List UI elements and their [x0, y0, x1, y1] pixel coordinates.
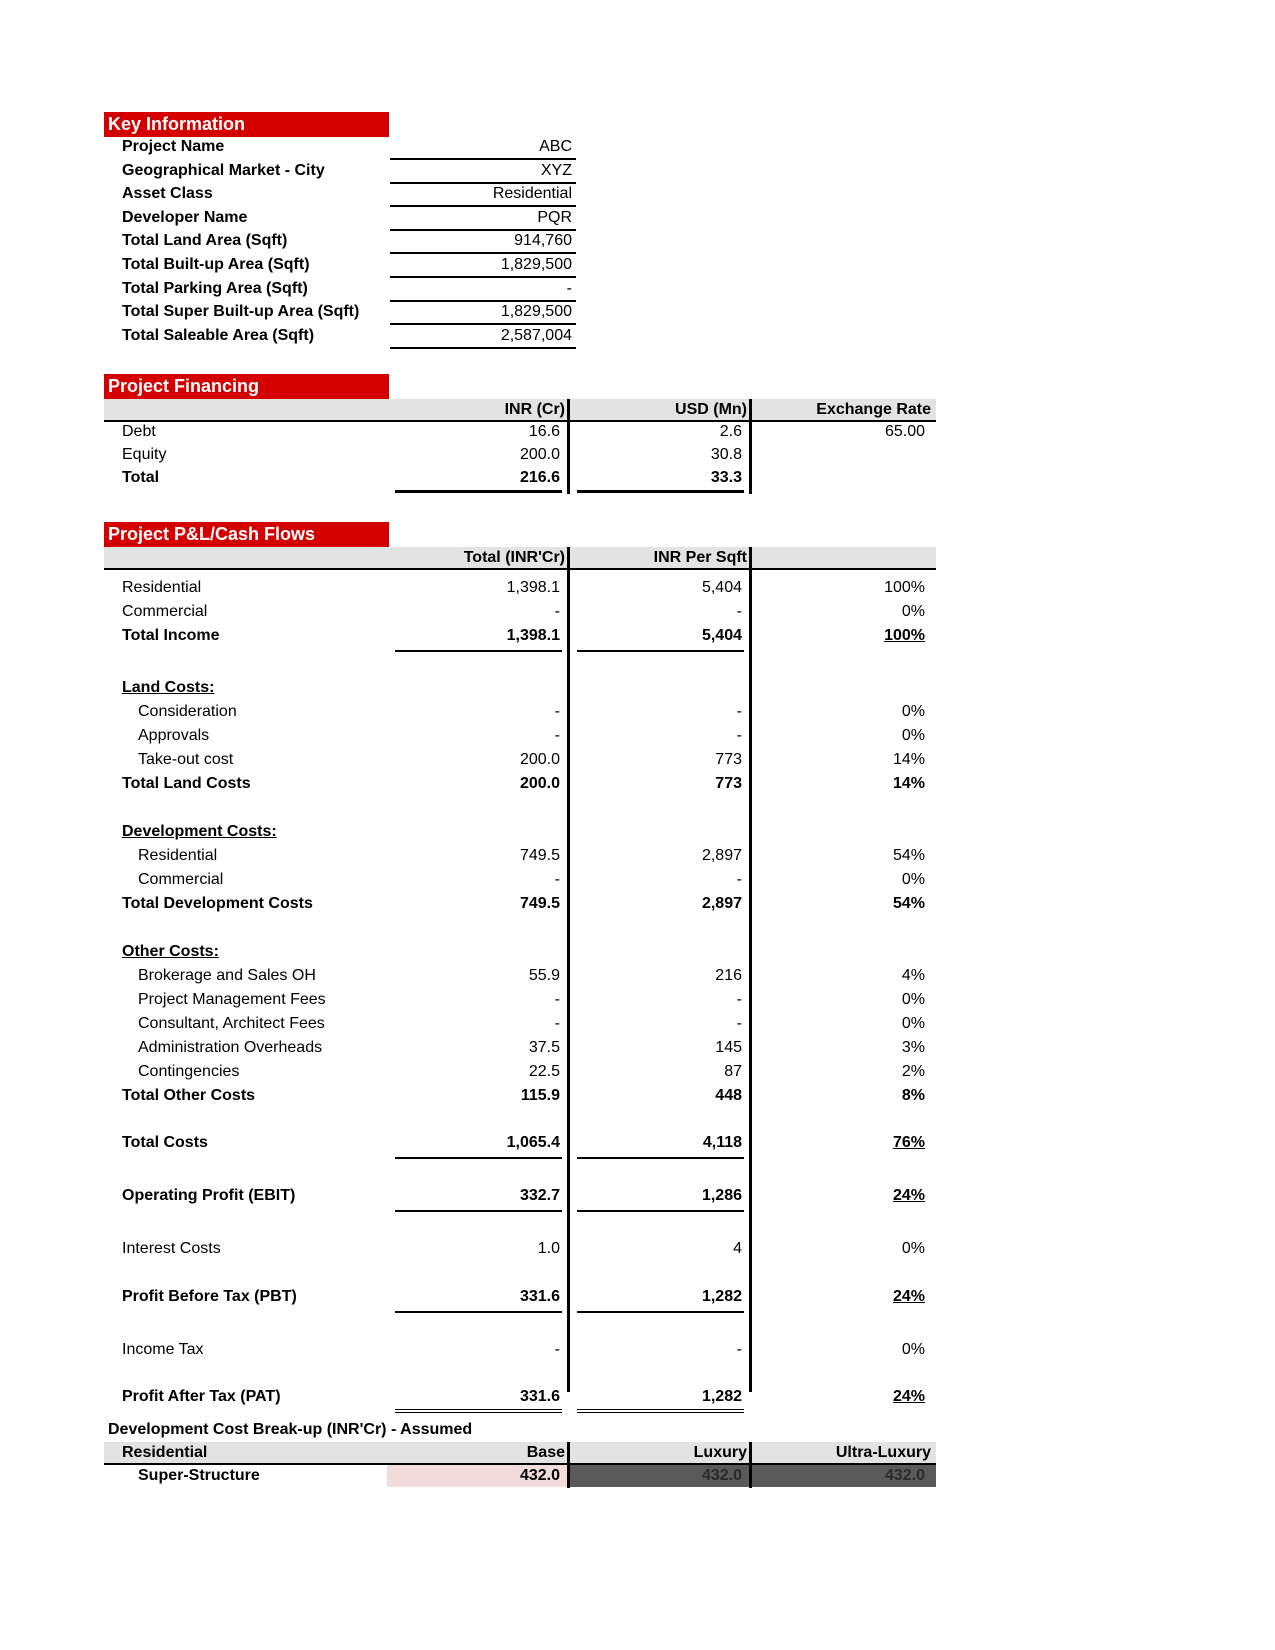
pnl-row-percent: 100%	[884, 579, 925, 596]
dev-breakup-title: Development Cost Break-up (INR'Cr) - Assumed	[108, 1421, 473, 1438]
pnl-row-total: 1,065.4	[506, 1134, 560, 1151]
pnl-row-percent: 0%	[901, 603, 925, 620]
key-info-value[interactable]: ABC	[539, 138, 572, 155]
pnl-divider-1	[567, 547, 570, 1392]
key-info-label: Total Land Area (Sqft)	[122, 232, 288, 249]
pnl-row-per-sqft: -	[736, 727, 742, 744]
key-info-value[interactable]: 1,829,500	[500, 256, 572, 273]
pnl-row-percent: 3%	[901, 1039, 925, 1056]
pnl-row-total: 200.0	[519, 751, 560, 768]
pnl-double-rule	[577, 1409, 744, 1413]
financing-total-inr: 216.6	[519, 469, 560, 486]
key-info-value-rule	[390, 347, 576, 349]
pnl-row-per-sqft: -	[736, 603, 742, 620]
pnl-row-percent: 100%	[884, 627, 925, 644]
pnl-row-per-sqft: 216	[715, 967, 742, 984]
pnl-row-percent: 2%	[901, 1063, 925, 1080]
financing-row-inr: 200.0	[519, 446, 560, 463]
key-info-label: Project Name	[122, 138, 225, 155]
pnl-row-label: Brokerage and Sales OH	[138, 967, 316, 984]
pnl-double-rule	[395, 1409, 562, 1413]
financing-divider-1	[567, 399, 570, 494]
pnl-row-label: Residential	[138, 847, 218, 864]
pnl-row-per-sqft: 2,897	[701, 847, 742, 864]
pnl-row-total: 22.5	[528, 1063, 560, 1080]
key-info-label: Total Super Built-up Area (Sqft)	[122, 303, 360, 320]
pnl-row-total: 749.5	[519, 895, 560, 912]
pnl-row-total: -	[554, 703, 560, 720]
super-structure-label: Super-Structure	[138, 1467, 260, 1484]
pnl-row-per-sqft: 448	[715, 1087, 742, 1104]
financing-row-label: Equity	[122, 446, 167, 463]
key-info-value[interactable]: Residential	[492, 185, 572, 202]
pnl-row-label: Administration Overheads	[138, 1039, 323, 1056]
pnl-subtotal-rule	[395, 650, 562, 652]
pnl-row-total: 37.5	[528, 1039, 560, 1056]
pnl-row-total: 55.9	[528, 967, 560, 984]
pnl-row-per-sqft: 1,282	[701, 1388, 742, 1405]
pnl-subtotal-rule	[577, 1210, 744, 1212]
pnl-row-total: -	[554, 603, 560, 620]
key-info-value[interactable]: 914,760	[514, 232, 572, 249]
pnl-section-label: Land Costs:	[122, 679, 215, 696]
financing-row-usd: 30.8	[710, 446, 742, 463]
pnl-subtotal-rule	[577, 650, 744, 652]
pnl-row-label: Operating Profit (EBIT)	[122, 1187, 296, 1204]
pnl-row-per-sqft: -	[736, 871, 742, 888]
dev-breakup-base-header: Base	[526, 1444, 565, 1461]
financing-total-rule	[395, 490, 562, 493]
pnl-subtotal-rule	[577, 1311, 744, 1313]
pnl-row-percent: 14%	[892, 775, 925, 792]
pnl-row-percent: 54%	[892, 847, 925, 864]
key-info-value[interactable]: PQR	[537, 209, 572, 226]
pnl-row-per-sqft: -	[736, 1015, 742, 1032]
key-info-value[interactable]: XYZ	[540, 162, 572, 179]
pnl-row-label: Consideration	[138, 703, 237, 720]
pnl-row-percent: 0%	[901, 1341, 925, 1358]
pnl-row-per-sqft: 87	[724, 1063, 742, 1080]
pnl-row-per-sqft: 1,286	[701, 1187, 742, 1204]
financing-usd-header: USD (Mn)	[675, 401, 747, 418]
key-info-value[interactable]: 2,587,004	[500, 327, 572, 344]
pnl-row-percent: 0%	[901, 703, 925, 720]
pnl-subtotal-rule	[395, 1157, 562, 1159]
project-financing-header: Project Financing	[104, 374, 389, 399]
key-information-header: Key Information	[104, 112, 389, 137]
key-info-value-rule	[390, 205, 576, 207]
key-info-label: Total Built-up Area (Sqft)	[122, 256, 310, 273]
financing-row-label: Debt	[122, 423, 156, 440]
pnl-row-percent: 0%	[901, 1015, 925, 1032]
pnl-section-label: Development Costs:	[122, 823, 277, 840]
financing-total-label: Total	[122, 469, 160, 486]
pnl-row-total: -	[554, 1015, 560, 1032]
pnl-row-label: Total Income	[122, 627, 220, 644]
pnl-row-label: Profit Before Tax (PBT)	[122, 1288, 297, 1305]
pnl-row-percent: 24%	[892, 1388, 925, 1405]
pnl-row-percent: 0%	[901, 871, 925, 888]
pnl-row-label: Income Tax	[122, 1341, 204, 1358]
pnl-row-per-sqft: 4	[733, 1240, 742, 1257]
key-info-value[interactable]: 1,829,500	[500, 303, 572, 320]
pnl-row-label: Commercial	[138, 871, 224, 888]
pnl-row-total: 115.9	[520, 1087, 560, 1104]
pnl-row-label: Commercial	[122, 603, 208, 620]
pnl-row-per-sqft: 5,404	[701, 627, 742, 644]
pnl-row-percent: 8%	[901, 1087, 925, 1104]
key-info-label: Developer Name	[122, 209, 248, 226]
financing-inr-header: INR (Cr)	[504, 401, 565, 418]
financing-total-rule	[577, 490, 744, 493]
pnl-row-per-sqft: -	[736, 703, 742, 720]
key-info-label: Geographical Market - City	[122, 162, 325, 179]
pnl-row-percent: 0%	[901, 727, 925, 744]
pnl-row-per-sqft: 1,282	[701, 1288, 742, 1305]
pnl-row-total: 1.0	[537, 1240, 560, 1257]
pnl-row-percent: 0%	[901, 1240, 925, 1257]
pnl-section-label: Other Costs:	[122, 943, 219, 960]
financing-divider-2	[749, 399, 752, 494]
key-info-label: Total Parking Area (Sqft)	[122, 280, 308, 297]
key-info-value-rule	[390, 158, 576, 160]
financing-total-usd: 33.3	[710, 469, 742, 486]
pnl-row-total: -	[554, 991, 560, 1008]
dev-breakup-category: Residential	[122, 1444, 208, 1461]
financing-rate-header: Exchange Rate	[816, 401, 931, 418]
pnl-subtotal-rule	[395, 1210, 562, 1212]
financing-row-usd: 2.6	[719, 423, 742, 440]
pnl-row-per-sqft: 145	[715, 1039, 742, 1056]
pnl-row-per-sqft: 773	[715, 775, 742, 792]
pnl-row-label: Consultant, Architect Fees	[138, 1015, 325, 1032]
pnl-row-total: -	[554, 871, 560, 888]
pnl-row-per-sqft: -	[736, 1341, 742, 1358]
key-info-value-rule	[390, 252, 576, 254]
pnl-row-label: Total Costs	[122, 1134, 208, 1151]
key-info-value-rule	[390, 276, 576, 278]
key-info-label: Asset Class	[122, 185, 213, 202]
key-info-value[interactable]: -	[566, 280, 572, 297]
pnl-divider-2	[749, 547, 752, 1392]
pnl-row-per-sqft: 4,118	[702, 1134, 742, 1151]
pnl-row-total: 331.6	[519, 1288, 560, 1305]
pnl-total-header: Total (INR'Cr)	[463, 549, 565, 566]
key-info-label: Total Saleable Area (Sqft)	[122, 327, 315, 344]
pnl-row-per-sqft: 2,897	[701, 895, 742, 912]
pnl-row-label: Take-out cost	[138, 751, 234, 768]
pnl-row-percent: 24%	[892, 1187, 925, 1204]
super-structure-luxury-value: 432.0	[701, 1467, 742, 1484]
pnl-row-label: Project Management Fees	[138, 991, 326, 1008]
pnl-header-rule	[104, 568, 936, 570]
pnl-row-total: 1,398.1	[506, 627, 560, 644]
super-structure-ultra-value: 432.0	[884, 1467, 925, 1484]
pnl-row-label: Total Other Costs	[122, 1087, 256, 1104]
pnl-row-per-sqft: 773	[715, 751, 742, 768]
pnl-row-per-sqft: 5,404	[701, 579, 742, 596]
pnl-row-total: -	[554, 727, 560, 744]
pnl-row-total: 332.7	[519, 1187, 560, 1204]
pnl-row-label: Total Development Costs	[122, 895, 313, 912]
pnl-row-percent: 54%	[892, 895, 925, 912]
pnl-row-per-sqft: -	[736, 991, 742, 1008]
dev-breakup-luxury-header: Luxury	[693, 1444, 747, 1461]
pnl-row-percent: 0%	[901, 991, 925, 1008]
key-info-value-rule	[390, 323, 576, 325]
pnl-row-label: Contingencies	[138, 1063, 240, 1080]
pnl-row-total: 200.0	[519, 775, 560, 792]
pnl-row-label: Profit After Tax (PAT)	[122, 1388, 281, 1405]
pnl-row-label: Residential	[122, 579, 202, 596]
pnl-row-label: Approvals	[138, 727, 210, 744]
pnl-row-total: -	[554, 1341, 560, 1358]
pnl-row-label: Total Land Costs	[122, 775, 251, 792]
pnl-row-percent: 4%	[901, 967, 925, 984]
pnl-row-percent: 24%	[892, 1288, 925, 1305]
project-pnl-header: Project P&L/Cash Flows	[104, 522, 389, 547]
pnl-row-total: 749.5	[519, 847, 560, 864]
super-structure-base-value: 432.0	[519, 1467, 560, 1484]
pnl-row-label: Interest Costs	[122, 1240, 221, 1257]
dev-breakup-ultra-header: Ultra-Luxury	[835, 1444, 931, 1461]
financing-row-rate: 65.00	[884, 423, 925, 440]
pnl-row-total: 1,398.1	[506, 579, 560, 596]
pnl-row-total: 331.6	[519, 1388, 560, 1405]
pnl-per-sqft-header: INR Per Sqft	[653, 549, 747, 566]
pnl-row-percent: 14%	[892, 751, 925, 768]
pnl-subtotal-rule	[577, 1157, 744, 1159]
pnl-subtotal-rule	[395, 1311, 562, 1313]
financing-row-inr: 16.6	[528, 423, 560, 440]
pnl-row-percent: 76%	[892, 1134, 925, 1151]
